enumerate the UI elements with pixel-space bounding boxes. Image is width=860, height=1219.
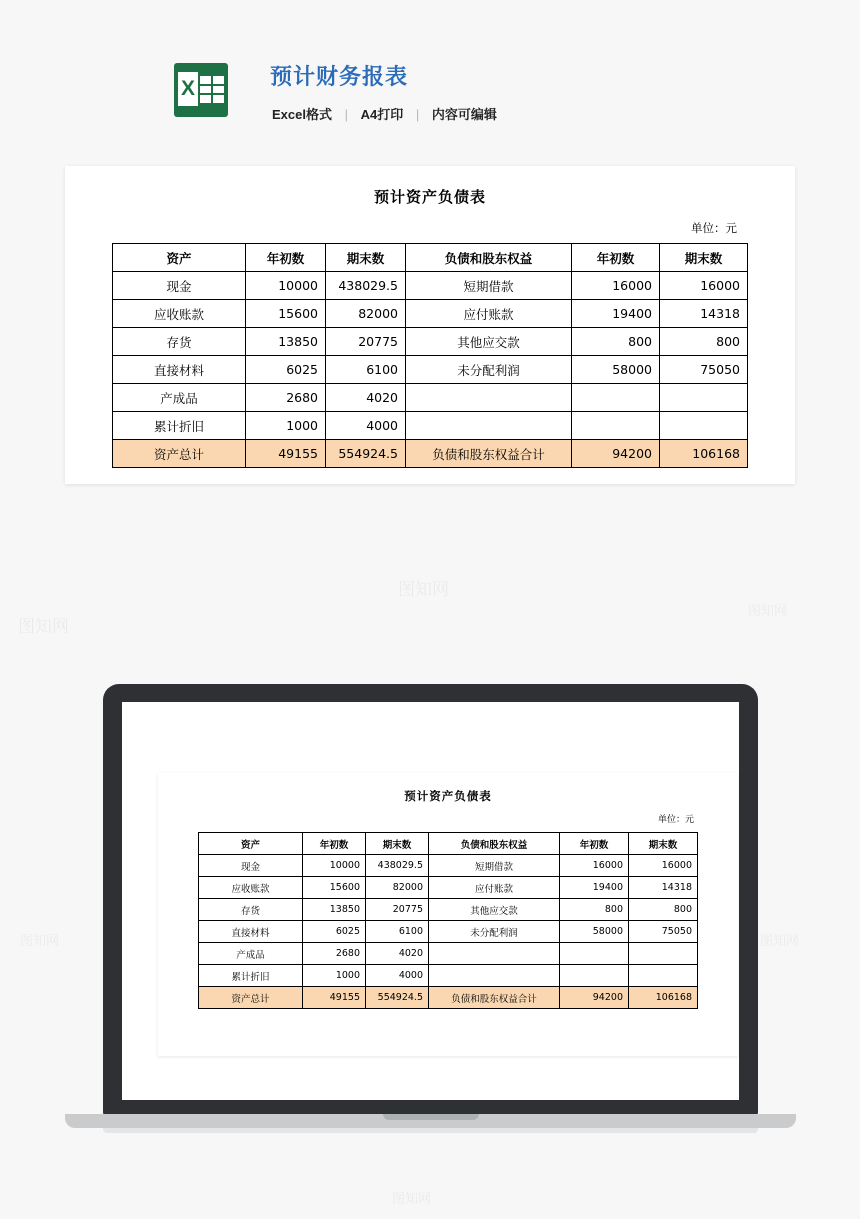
cell-asset-begin: 2680	[246, 384, 326, 412]
laptop-foot	[103, 1128, 758, 1133]
document-preview-card-mini[interactable]	[158, 773, 738, 1056]
cell-liability-begin: 800	[560, 899, 629, 921]
laptop-mockup	[103, 684, 758, 1139]
balance-sheet-table-mini	[198, 832, 698, 1009]
table-row	[113, 356, 748, 384]
cell-liability-begin: 16000	[560, 855, 629, 877]
cell-total-assets-begin: 49155	[246, 440, 326, 468]
cell-liability-name	[429, 965, 560, 987]
table-total-row	[199, 987, 698, 1009]
watermark: 图知网	[748, 604, 788, 619]
cell-asset-name: 存货	[113, 328, 246, 356]
excel-logo-icon	[174, 63, 228, 117]
watermark: 图知网	[398, 580, 449, 600]
cell-asset-end: 82000	[366, 877, 429, 899]
cell-liability-end	[660, 384, 748, 412]
meta-format: Excel格式	[272, 107, 332, 122]
cell-total-liabilities-label: 负债和股东权益合计	[406, 440, 572, 468]
cell-asset-end: 20775	[326, 328, 406, 356]
cell-liability-end: 16000	[660, 272, 748, 300]
cell-asset-begin: 10000	[246, 272, 326, 300]
cell-asset-begin: 6025	[303, 921, 366, 943]
cell-liability-end: 14318	[660, 300, 748, 328]
cell-asset-end: 4020	[326, 384, 406, 412]
cell-liability-name: 未分配利润	[406, 356, 572, 384]
watermark: 图知网	[760, 934, 800, 949]
table-row	[199, 921, 698, 943]
cell-asset-begin: 15600	[303, 877, 366, 899]
cell-asset-begin: 1000	[303, 965, 366, 987]
cell-liability-name	[429, 943, 560, 965]
page-title: 预计财务报表	[270, 64, 409, 89]
cell-liability-begin	[572, 412, 660, 440]
excel-logo-grid	[200, 76, 224, 103]
col-header-assets: 资产	[199, 833, 303, 855]
watermark: 图知网	[20, 934, 60, 949]
cell-total-assets-begin: 49155	[303, 987, 366, 1009]
col-header-begin-2: 年初数	[560, 833, 629, 855]
col-header-end-1: 期末数	[326, 244, 406, 272]
cell-asset-end: 20775	[366, 899, 429, 921]
col-header-begin-1: 年初数	[303, 833, 366, 855]
table-row	[199, 855, 698, 877]
cell-liability-begin: 19400	[560, 877, 629, 899]
cell-liability-end: 800	[629, 899, 698, 921]
cell-asset-begin: 13850	[303, 899, 366, 921]
cell-liability-name: 其他应交款	[429, 899, 560, 921]
sheet-unit-label-mini: 单位：元	[657, 815, 694, 825]
cell-asset-end: 6100	[366, 921, 429, 943]
cell-total-liabilities-end: 106168	[629, 987, 698, 1009]
table-row	[113, 300, 748, 328]
cell-liability-name: 未分配利润	[429, 921, 560, 943]
cell-total-assets-end: 554924.5	[326, 440, 406, 468]
cell-asset-name: 产成品	[199, 943, 303, 965]
cell-asset-begin: 6025	[246, 356, 326, 384]
cell-total-liabilities-end: 106168	[660, 440, 748, 468]
cell-liability-name: 应付账款	[429, 877, 560, 899]
sheet-title: 预计资产负债表	[373, 188, 486, 206]
col-header-begin-2: 年初数	[572, 244, 660, 272]
cell-liability-begin	[560, 965, 629, 987]
table-row	[113, 384, 748, 412]
table-row	[113, 412, 748, 440]
table-row	[199, 899, 698, 921]
cell-liability-end: 75050	[660, 356, 748, 384]
col-header-liabilities: 负债和股东权益	[406, 244, 572, 272]
cell-asset-end: 4000	[326, 412, 406, 440]
cell-asset-begin: 2680	[303, 943, 366, 965]
cell-asset-name: 应收账款	[199, 877, 303, 899]
document-meta	[272, 104, 497, 123]
watermark: 图知网	[392, 1192, 432, 1207]
cell-asset-name: 存货	[199, 899, 303, 921]
cell-liability-end: 800	[660, 328, 748, 356]
balance-sheet-table	[112, 243, 748, 468]
cell-liability-end	[629, 965, 698, 987]
cell-total-assets-label: 资产总计	[113, 440, 246, 468]
cell-liability-begin: 58000	[572, 356, 660, 384]
cell-liability-name: 短期借款	[429, 855, 560, 877]
laptop-screen	[122, 702, 739, 1100]
cell-liability-begin: 58000	[560, 921, 629, 943]
cell-liability-name: 其他应交款	[406, 328, 572, 356]
cell-liability-end	[629, 943, 698, 965]
cell-asset-begin: 13850	[246, 328, 326, 356]
cell-asset-name: 应收账款	[113, 300, 246, 328]
col-header-end-2: 期末数	[629, 833, 698, 855]
table-total-row	[113, 440, 748, 468]
laptop-base	[65, 1114, 796, 1128]
meta-print: A4打印	[360, 107, 404, 122]
table-header-row	[113, 244, 748, 272]
cell-total-liabilities-begin: 94200	[560, 987, 629, 1009]
cell-asset-end: 4020	[366, 943, 429, 965]
table-row	[113, 328, 748, 356]
excel-logo-letter: X	[178, 72, 198, 106]
sheet-title-mini: 预计资产负债表	[404, 789, 492, 803]
cell-liability-end: 14318	[629, 877, 698, 899]
cell-liability-begin	[560, 943, 629, 965]
cell-asset-end: 6100	[326, 356, 406, 384]
col-header-liabilities: 负债和股东权益	[429, 833, 560, 855]
cell-asset-name: 现金	[199, 855, 303, 877]
cell-asset-end: 438029.5	[326, 272, 406, 300]
cell-liability-begin: 800	[572, 328, 660, 356]
watermark: 图知网	[18, 617, 69, 637]
cell-asset-name: 累计折旧	[199, 965, 303, 987]
col-header-begin-1: 年初数	[246, 244, 326, 272]
table-row	[199, 943, 698, 965]
meta-editable: 内容可编辑	[431, 107, 497, 122]
table-row	[199, 877, 698, 899]
cell-total-assets-label: 资产总计	[199, 987, 303, 1009]
document-preview-card[interactable]	[65, 166, 795, 484]
cell-asset-name: 直接材料	[113, 356, 246, 384]
cell-liability-end: 75050	[629, 921, 698, 943]
cell-asset-name: 产成品	[113, 384, 246, 412]
col-header-end-1: 期末数	[366, 833, 429, 855]
page-header	[0, 0, 860, 150]
cell-asset-name: 现金	[113, 272, 246, 300]
table-header-row	[199, 833, 698, 855]
table-row	[113, 272, 748, 300]
cell-asset-name: 直接材料	[199, 921, 303, 943]
cell-liability-begin: 16000	[572, 272, 660, 300]
cell-liability-begin	[572, 384, 660, 412]
cell-total-liabilities-begin: 94200	[572, 440, 660, 468]
laptop-body	[103, 684, 758, 1118]
cell-asset-name: 累计折旧	[113, 412, 246, 440]
cell-total-liabilities-label: 负债和股东权益合计	[429, 987, 560, 1009]
cell-asset-end: 438029.5	[366, 855, 429, 877]
cell-liability-name: 应付账款	[406, 300, 572, 328]
cell-total-assets-end: 554924.5	[366, 987, 429, 1009]
cell-asset-begin: 1000	[246, 412, 326, 440]
cell-liability-end: 16000	[629, 855, 698, 877]
table-row	[199, 965, 698, 987]
col-header-end-2: 期末数	[660, 244, 748, 272]
cell-liability-begin: 19400	[572, 300, 660, 328]
cell-asset-begin: 15600	[246, 300, 326, 328]
meta-separator-2: |	[415, 107, 420, 122]
meta-separator-1: |	[344, 107, 348, 122]
cell-asset-end: 4000	[366, 965, 429, 987]
col-header-assets: 资产	[113, 244, 246, 272]
cell-asset-end: 82000	[326, 300, 406, 328]
cell-asset-begin: 10000	[303, 855, 366, 877]
cell-liability-name	[406, 412, 572, 440]
cell-liability-name: 短期借款	[406, 272, 572, 300]
cell-liability-name	[406, 384, 572, 412]
cell-liability-end	[660, 412, 748, 440]
sheet-unit-label: 单位：元	[691, 221, 737, 235]
